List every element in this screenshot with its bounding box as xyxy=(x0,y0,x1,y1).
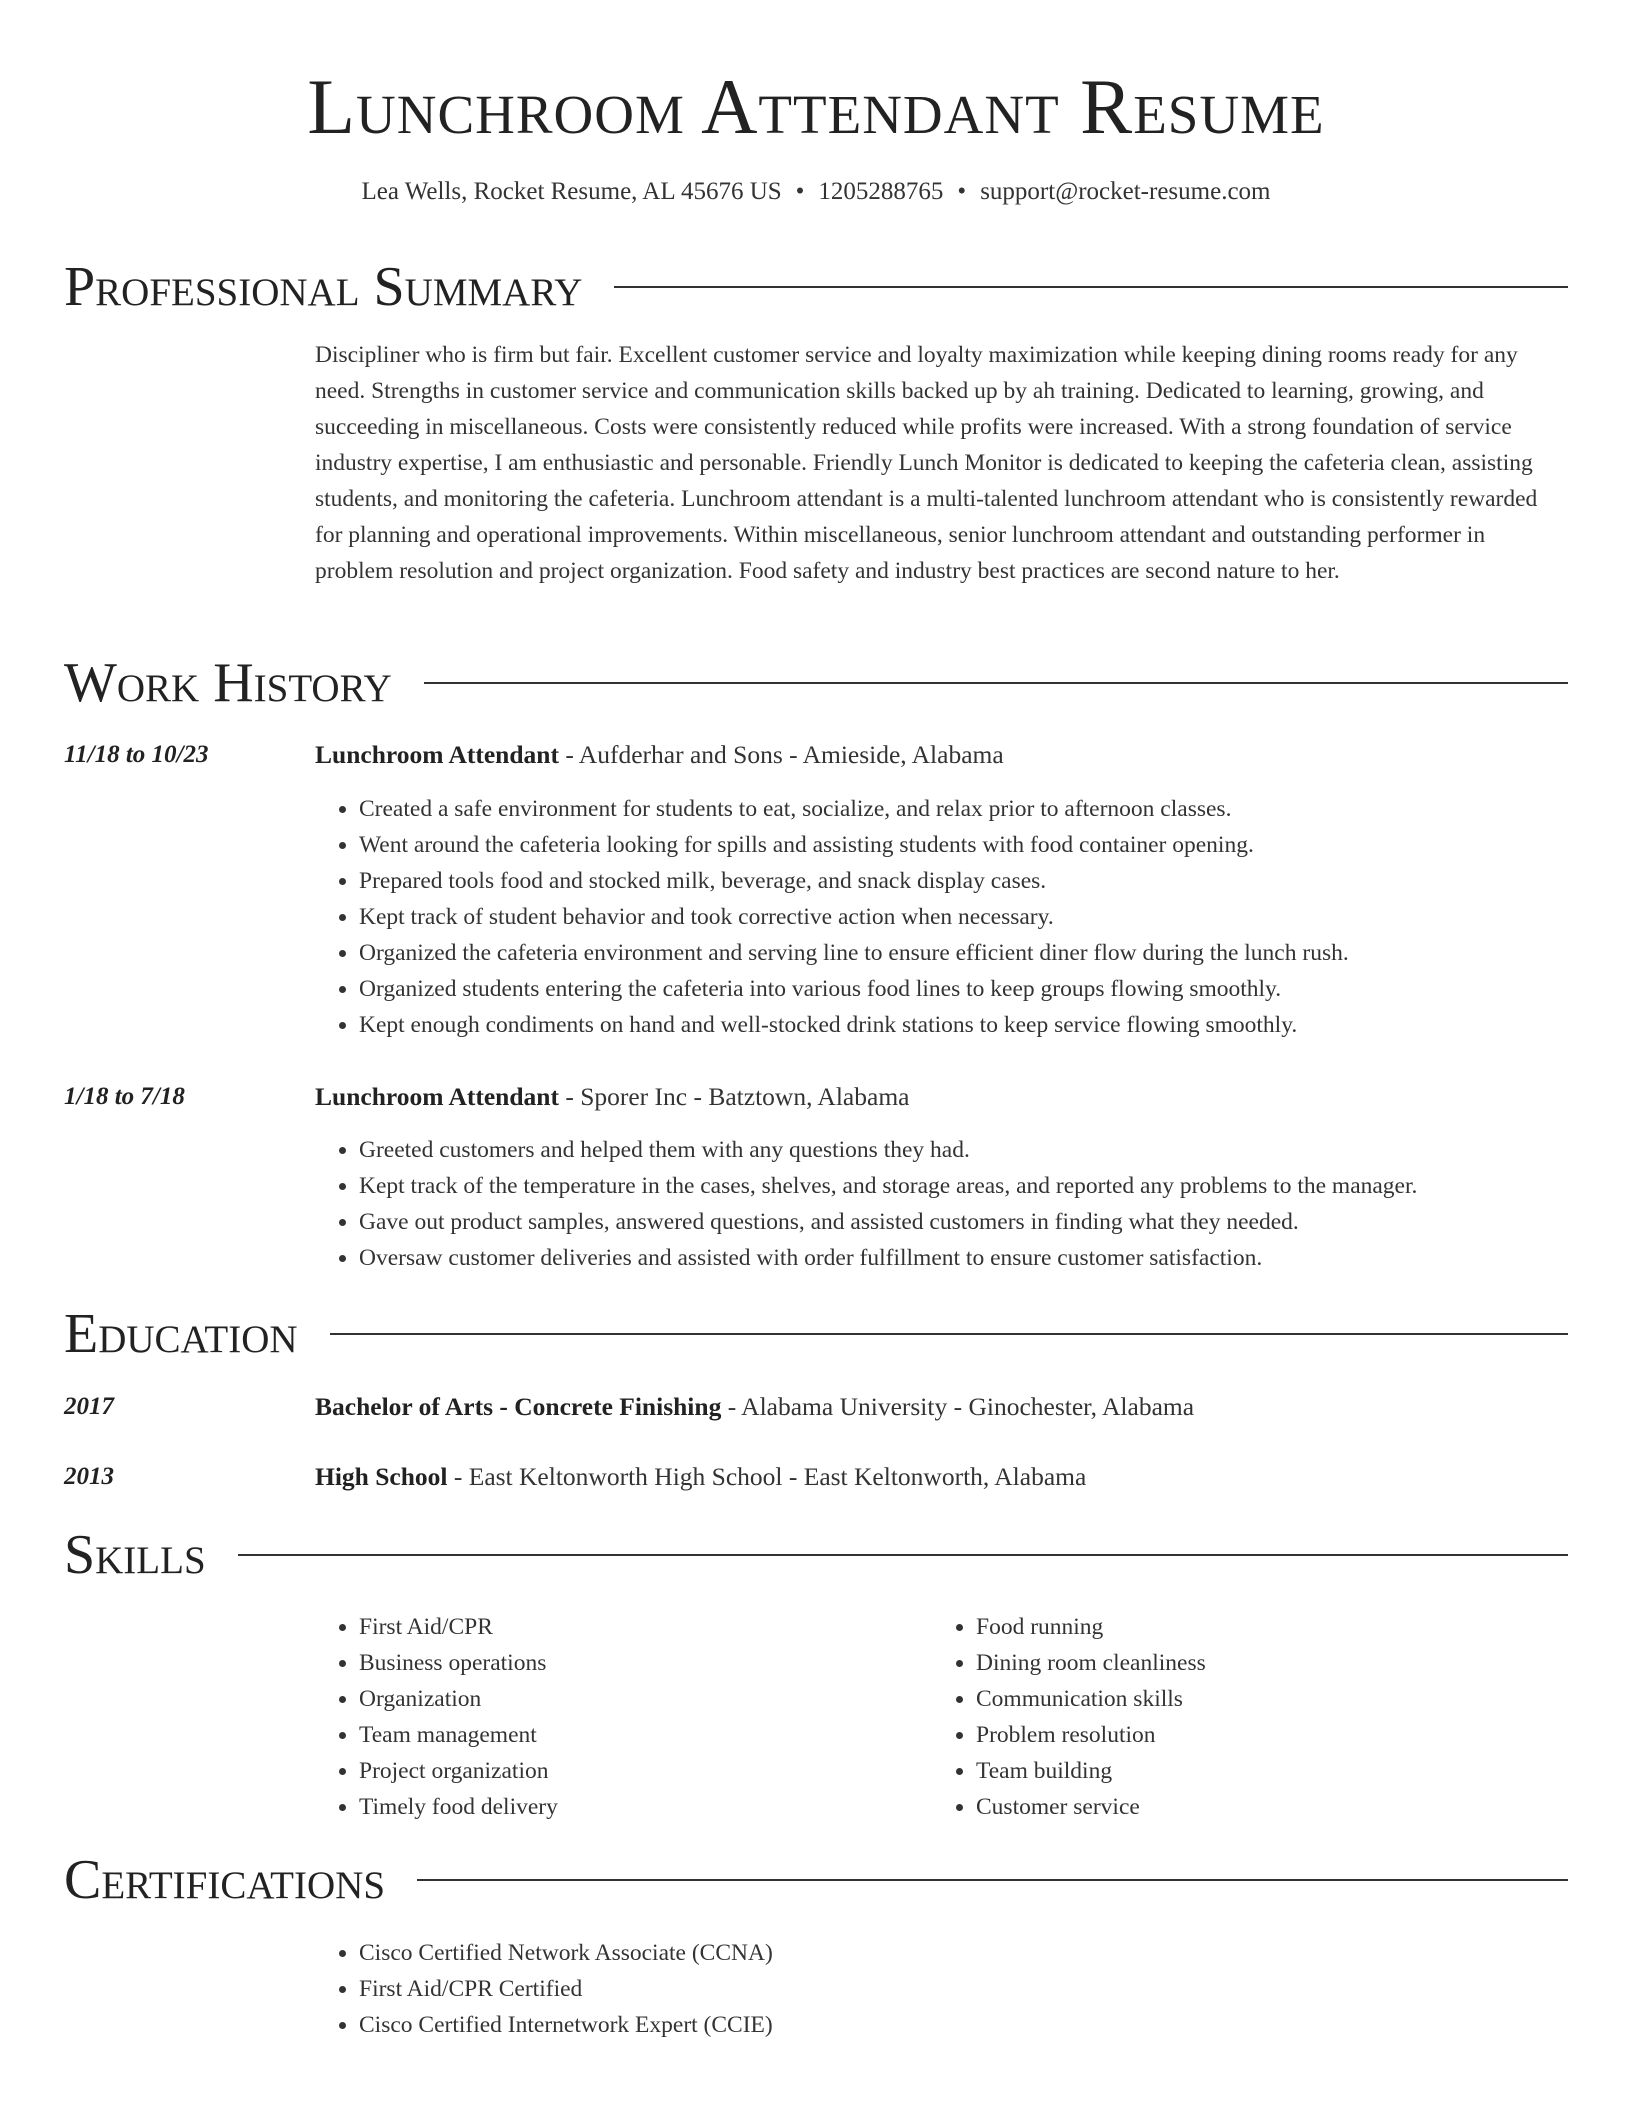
skill-item: • Timely food delivery xyxy=(359,1789,915,1825)
contact-address: Lea Wells, Rocket Resume, AL 45676 US xyxy=(361,178,782,205)
job-header xyxy=(315,738,1565,772)
job-bullet: • Created a safe environment for students to eat, socialize, and relax prior to afternoon classes. xyxy=(359,791,1565,827)
job-bullet: • Kept track of student behavior and took corrective action when necessary. xyxy=(359,899,1565,935)
section-title-skills: Skills xyxy=(64,1524,206,1586)
skill-item: • Organization xyxy=(359,1681,915,1717)
summary-text: Discipliner who is firm but fair. Excellent customer service and loyalty maximization while keeping dining rooms ready for any need. Strengths in customer service and communication skills backed up by ah training. Dedicated to learning, growing, and succeeding in miscellaneous. Costs were consistently reduced while profits were increased. With a strong foundation of service industry expertise, I am enthusiastic and personable. Friendly Lunch Monitor is dedicated to keeping the cafeteria clean, assisting students, and monitoring the cafeteria. Lunchroom attendant is a multi-talented lunchroom attendant who is consistently rewarded for planning and operational improvements. Within miscellaneous, senior lunchroom attendant and outstanding performer in problem resolution and project organization. Food safety and industry best practices are second nature to her. xyxy=(315,342,1538,584)
certification-item: • Cisco Certified Internetwork Expert (CCIE) xyxy=(359,2007,1565,2043)
contact-email[interactable]: support@rocket-resume.com xyxy=(980,178,1271,205)
skill-item: • First Aid/CPR xyxy=(359,1609,915,1645)
education-degree: Bachelor of Arts - Concrete Finishing xyxy=(315,1392,722,1421)
job-bullet: • Greeted customers and helped them with any questions they had. xyxy=(359,1132,1565,1168)
job-bullets xyxy=(315,791,1565,1043)
job-details: - Sporer Inc - Batztown, Alabama xyxy=(558,1082,910,1111)
skill-item: • Food running xyxy=(976,1609,1562,1645)
section-divider xyxy=(330,1333,1568,1335)
resume-title: Lunchroom Attendant Resume xyxy=(307,63,1325,150)
contact-phone: 1205288765 xyxy=(818,178,944,205)
skill-item: • Communication skills xyxy=(976,1681,1562,1717)
section-title-education: Education xyxy=(64,1303,298,1365)
job-bullet: • Went around the cafeteria looking for spills and assisting students with food container opening. xyxy=(359,827,1565,863)
education-details: - East Keltonworth High School - East Keltonworth, Alabama xyxy=(447,1462,1087,1491)
job-bullets xyxy=(315,1132,1565,1276)
section-title-summary: Professional Summary xyxy=(64,256,583,318)
section-divider xyxy=(417,1879,1568,1881)
skill-item: • Problem resolution xyxy=(976,1717,1562,1753)
section-title-work-history: Work History xyxy=(64,652,392,714)
education-entry xyxy=(315,1390,1565,1424)
skill-item: • Project organization xyxy=(359,1753,915,1789)
job-bullet: • Gave out product samples, answered questions, and assisted customers in finding what they needed. xyxy=(359,1204,1565,1240)
skill-item: • Team management xyxy=(359,1717,915,1753)
education-entry xyxy=(315,1460,1565,1494)
skill-item: • Customer service xyxy=(976,1789,1562,1825)
section-divider xyxy=(238,1554,1568,1556)
skill-item: • Team building xyxy=(976,1753,1562,1789)
education-year: 2013 xyxy=(64,1463,114,1490)
section-header-education xyxy=(64,1303,1568,1365)
job-title: Lunchroom Attendant xyxy=(315,1082,559,1111)
education-degree: High School xyxy=(315,1462,448,1491)
job-bullet: • Organized students entering the cafeteria into various food lines to keep groups flowing smoothly. xyxy=(359,971,1565,1007)
section-divider xyxy=(424,682,1568,684)
certification-item: • Cisco Certified Network Associate (CCNA) xyxy=(359,1935,1565,1971)
job-dates: 11/18 to 10/23 xyxy=(64,741,209,768)
job-dates: 1/18 to 7/18 xyxy=(64,1083,185,1110)
skills-list-left xyxy=(315,1609,915,1825)
section-title-certifications: Certifications xyxy=(64,1849,386,1911)
section-header-work-history xyxy=(64,652,1568,714)
skill-item: • Dining room cleanliness xyxy=(976,1645,1562,1681)
section-divider xyxy=(614,286,1568,288)
job-header xyxy=(315,1080,1565,1114)
skills-list-right xyxy=(932,1609,1562,1825)
job-bullet: • Kept enough condiments on hand and well-stocked drink stations to keep service flowing smoothly. xyxy=(359,1007,1565,1043)
job-details: - Aufderhar and Sons - Amieside, Alabama xyxy=(558,740,1004,769)
education-details: - Alabama University - Ginochester, Alabama xyxy=(721,1392,1195,1421)
section-header-summary xyxy=(64,256,1568,318)
section-header-skills xyxy=(64,1524,1568,1586)
job-bullet: • Prepared tools food and stocked milk, beverage, and snack display cases. xyxy=(359,863,1565,899)
contact-line xyxy=(0,175,1632,209)
contact-separator: • xyxy=(957,178,967,205)
job-title: Lunchroom Attendant xyxy=(315,740,559,769)
job-bullet: • Organized the cafeteria environment and serving line to ensure efficient diner flow during the lunch rush. xyxy=(359,935,1565,971)
skill-item: • Business operations xyxy=(359,1645,915,1681)
certification-item: • First Aid/CPR Certified xyxy=(359,1971,1565,2007)
section-header-certifications xyxy=(64,1849,1568,1911)
certifications-list xyxy=(315,1935,1565,2043)
job-bullet: • Kept track of the temperature in the cases, shelves, and storage areas, and reported any problems to the manager. xyxy=(359,1168,1565,1204)
contact-separator: • xyxy=(795,178,805,205)
education-year: 2017 xyxy=(64,1393,114,1420)
job-bullet: • Oversaw customer deliveries and assisted with order fulfillment to ensure customer satisfaction. xyxy=(359,1240,1565,1276)
